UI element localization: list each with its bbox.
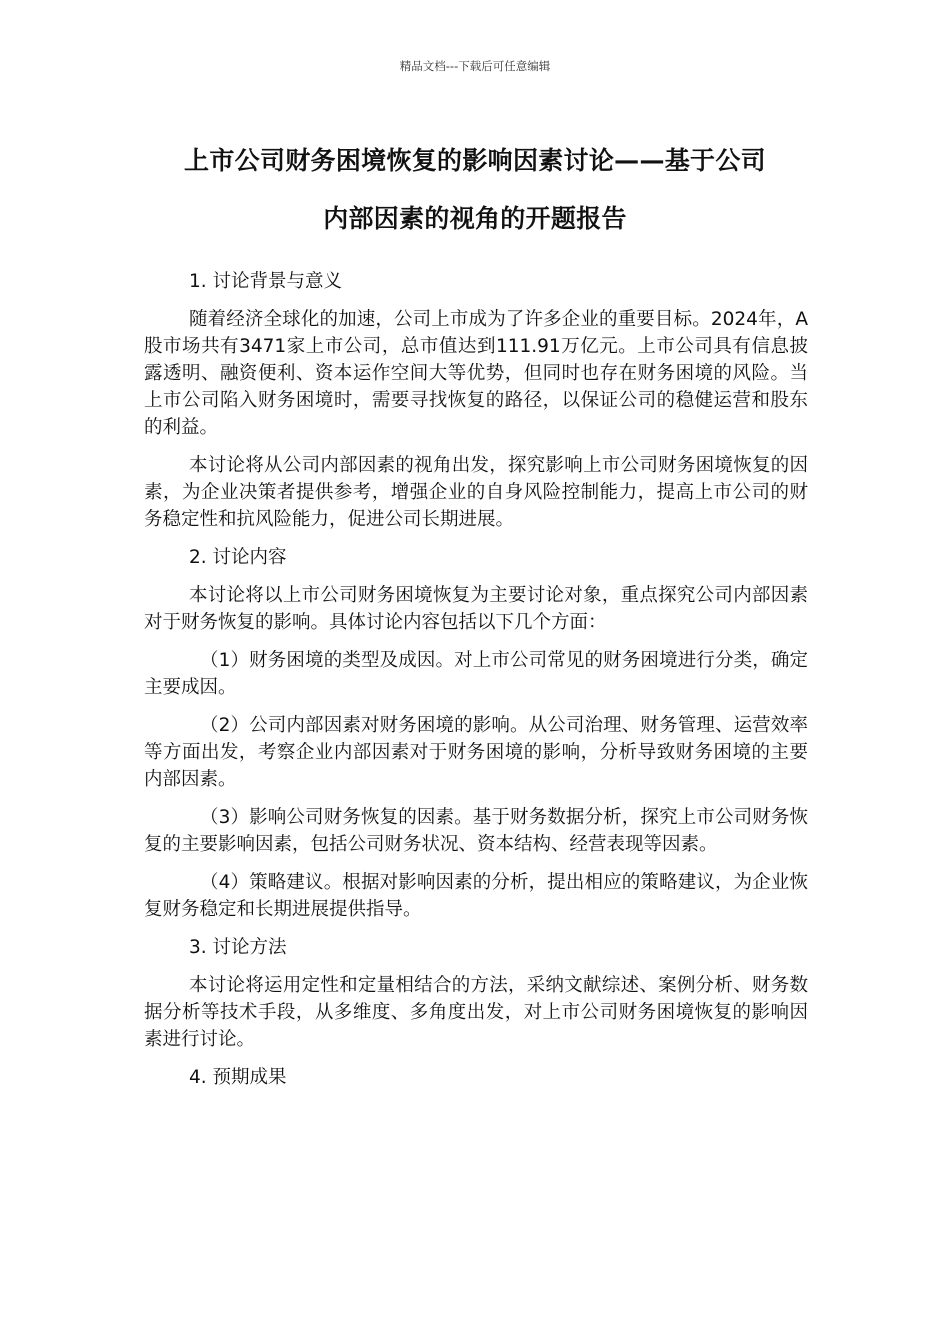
section-heading: 1. 讨论背景与意义 (189, 271, 343, 292)
section-heading: 3. 讨论方法 (189, 937, 287, 958)
list-item: （4）策略建议。根据对影响因素的分析，提出相应的策略建议，为企业恢复财务稳定和长期进展提供指导。 (144, 872, 808, 920)
paragraph: 随着经济全球化的加速，公司上市成为了许多企业的重要目标。2024年，A股市场共有3471家上市公司，总市值达到111.91万亿元。上市公司具有信息披露透明、融资便利、资本运作空间大等优势，但同时也存在财务困境的风险。当上市公司陷入财务困境时，需要寻找恢复的路径，以保证公司的稳健运营和股东的利益。 (144, 309, 808, 438)
title-line-1: 上市公司财务困境恢复的影响因素讨论——基于公司 (184, 146, 766, 175)
list-item: （3）影响公司财务恢复的因素。基于财务数据分析，探究上市公司财务恢复的主要影响因素，包括公司财务状况、资本结构、经营表现等因素。 (144, 807, 808, 855)
list-item: （2）公司内部因素对财务困境的影响。从公司治理、财务管理、运营效率等方面出发，考察企业内部因素对于财务困境的影响，分析导致财务困境的主要内部因素。 (144, 715, 808, 790)
document-title (140, 132, 810, 248)
paragraph: 本讨论将运用定性和定量相结合的方法，采纳文献综述、案例分析、财务数据分析等技术手段，从多维度、多角度出发，对上市公司财务困境恢复的影响因素进行讨论。 (144, 975, 808, 1050)
title-line-2: 内部因素的视角的开题报告 (323, 204, 627, 233)
paragraph: 本讨论将从公司内部因素的视角出发，探究影响上市公司财务困境恢复的因素，为企业决策者提供参考，增强企业的自身风险控制能力，提高上市公司的财务稳定性和抗风险能力，促进公司长期进展。 (144, 455, 808, 530)
document-body (144, 268, 808, 1091)
page-header: 精品文档---下载后可任意编辑 (399, 59, 551, 73)
section-heading: 4. 预期成果 (189, 1067, 287, 1088)
paragraph: 本讨论将以上市公司财务困境恢复为主要讨论对象，重点探究公司内部因素对于财务恢复的影响。具体讨论内容包括以下几个方面： (144, 585, 808, 633)
section-heading: 2. 讨论内容 (189, 547, 287, 568)
list-item: （1）财务困境的类型及成因。对上市公司常见的财务困境进行分类，确定主要成因。 (144, 650, 808, 698)
